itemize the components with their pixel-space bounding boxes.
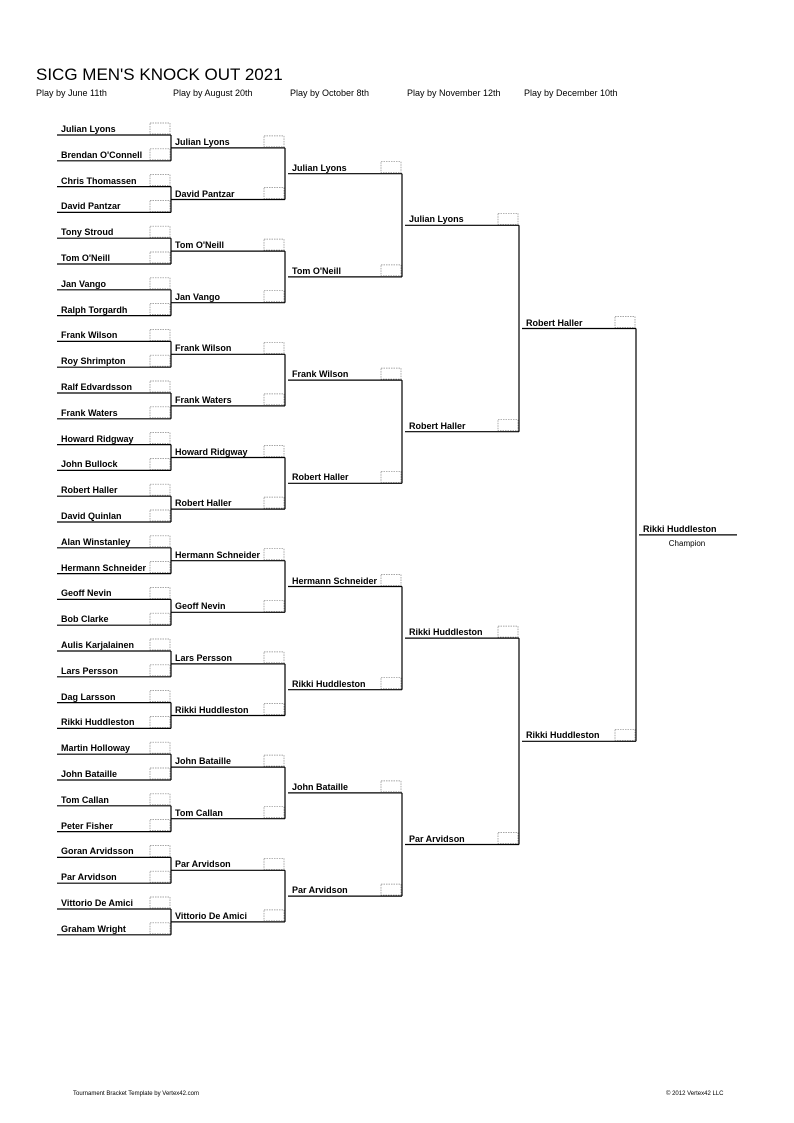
score-box[interactable]	[150, 123, 170, 134]
score-box[interactable]	[615, 729, 635, 740]
player-name: Goran Arvidsson	[61, 846, 134, 857]
score-box[interactable]	[150, 716, 170, 727]
score-box[interactable]	[264, 549, 284, 560]
score-box[interactable]	[264, 342, 284, 353]
score-box[interactable]	[264, 600, 284, 611]
player-name: Robert Haller	[61, 485, 118, 496]
round-heading-5: Play by December 10th	[524, 88, 618, 98]
player-name: Lars Persson	[61, 665, 119, 676]
player-name: Par Arvidson	[175, 859, 231, 870]
player-name: Martin Holloway	[61, 743, 131, 754]
round-heading-2: Play by August 20th	[173, 88, 253, 98]
player-name: Brendan O'Connell	[61, 149, 143, 160]
score-box[interactable]	[150, 149, 170, 160]
score-box[interactable]	[615, 317, 635, 328]
score-box[interactable]	[150, 742, 170, 753]
score-box[interactable]	[498, 420, 518, 431]
score-box[interactable]	[150, 407, 170, 418]
player-name: Vittorio De Amici	[175, 910, 248, 921]
page-title: SICG MEN'S KNOCK OUT 2021	[36, 65, 283, 84]
score-box[interactable]	[264, 291, 284, 302]
player-name: Aulis Karjalainen	[61, 640, 135, 650]
player-name: Graham Wright	[61, 923, 126, 934]
player-name: Par Arvidson	[292, 885, 348, 896]
round-heading-3: Play by October 8th	[290, 88, 370, 98]
player-name: Jan Vango	[175, 291, 221, 302]
score-box[interactable]	[150, 871, 170, 882]
score-box[interactable]	[150, 510, 170, 521]
player-name: Robert Haller	[175, 498, 232, 509]
player-name: Jan Vango	[61, 278, 107, 289]
player-name: Roy Shrimpton	[61, 356, 126, 367]
player-name: Julian Lyons	[409, 214, 464, 225]
player-name: Howard Ridgway	[61, 433, 134, 444]
player-name: Rikki Huddleston	[292, 678, 366, 689]
score-box[interactable]	[150, 458, 170, 469]
player-name: Julian Lyons	[61, 124, 116, 134]
player-name: Geoff Nevin	[61, 588, 112, 599]
score-box[interactable]	[150, 200, 170, 211]
score-box[interactable]	[381, 471, 401, 482]
player-name: Robert Haller	[409, 420, 466, 431]
score-box[interactable]	[381, 265, 401, 276]
score-box[interactable]	[264, 807, 284, 818]
score-box[interactable]	[150, 587, 170, 598]
score-box[interactable]	[150, 433, 170, 444]
score-box[interactable]	[264, 858, 284, 869]
player-name: Bob Clarke	[61, 614, 109, 625]
player-name: Chris Thomassen	[61, 175, 137, 186]
score-box[interactable]	[264, 497, 284, 508]
score-box[interactable]	[264, 394, 284, 405]
score-box[interactable]	[381, 162, 401, 173]
score-box[interactable]	[150, 381, 170, 392]
score-box[interactable]	[150, 252, 170, 263]
score-box[interactable]	[150, 794, 170, 805]
score-box[interactable]	[150, 278, 170, 289]
score-box[interactable]	[381, 678, 401, 689]
score-box[interactable]	[150, 304, 170, 315]
player-name: John Bataille	[175, 756, 232, 767]
score-box[interactable]	[498, 833, 518, 844]
score-box[interactable]	[150, 845, 170, 856]
score-box[interactable]	[150, 329, 170, 340]
player-name: Ralf Edvardsson	[61, 382, 133, 392]
score-box[interactable]	[150, 536, 170, 547]
player-name: Robert Haller	[292, 472, 349, 483]
score-box[interactable]	[150, 562, 170, 573]
player-name: Tom Callan	[175, 807, 223, 818]
player-name: Tom O'Neill	[61, 253, 110, 263]
score-box[interactable]	[264, 136, 284, 147]
score-box[interactable]	[498, 213, 518, 224]
player-name: Frank Wilson	[292, 369, 349, 380]
score-box[interactable]	[498, 626, 518, 637]
score-box[interactable]	[150, 613, 170, 624]
score-box[interactable]	[264, 652, 284, 663]
score-box[interactable]	[150, 639, 170, 650]
footer-left: Tournament Bracket Template by Vertex42.com	[73, 1091, 199, 1097]
score-box[interactable]	[264, 239, 284, 250]
player-name: Rikki Huddleston	[526, 730, 600, 741]
player-name: Tom O'Neill	[292, 265, 341, 276]
player-name: Hermann Schneider	[292, 575, 378, 586]
player-name: Howard Ridgway	[175, 446, 248, 457]
score-box[interactable]	[150, 923, 170, 934]
player-name: Hermann Schneider	[61, 562, 147, 573]
player-name: Alan Winstanley	[61, 536, 131, 547]
player-name: Rikki Huddleston	[61, 717, 135, 728]
player-name: Vittorio De Amici	[61, 898, 134, 908]
player-name: Rikki Huddleston	[409, 627, 483, 638]
score-box[interactable]	[150, 768, 170, 779]
score-box[interactable]	[264, 704, 284, 715]
player-name: Par Arvidson	[61, 872, 117, 883]
score-box[interactable]	[264, 910, 284, 921]
round-heading-1: Play by June 11th	[36, 88, 107, 98]
score-box[interactable]	[381, 884, 401, 895]
player-name: Hermann Schneider	[175, 549, 261, 560]
player-name: Frank Wilson	[175, 343, 232, 354]
score-box[interactable]	[150, 897, 170, 908]
player-name: Frank Waters	[175, 394, 232, 405]
score-box[interactable]	[381, 781, 401, 792]
footer-right: © 2012 Vertex42 LLC	[666, 1091, 724, 1097]
score-box[interactable]	[381, 368, 401, 379]
score-box[interactable]	[264, 188, 284, 199]
player-name: John Bataille	[61, 769, 118, 779]
player-name: Julian Lyons	[175, 136, 230, 147]
score-box[interactable]	[264, 755, 284, 766]
player-name: Par Arvidson	[409, 833, 465, 844]
score-box[interactable]	[150, 175, 170, 186]
score-box[interactable]	[381, 575, 401, 586]
player-name: Robert Haller	[526, 317, 583, 328]
player-name: Geoff Nevin	[175, 601, 226, 612]
score-box[interactable]	[150, 691, 170, 702]
champion-name: Rikki Huddleston	[643, 523, 717, 534]
score-box[interactable]	[150, 226, 170, 237]
player-name: Tony Stroud	[61, 227, 114, 238]
player-name: Peter Fisher	[61, 820, 114, 831]
score-box[interactable]	[150, 484, 170, 495]
player-name: John Bullock	[61, 459, 118, 470]
player-name: Tom O'Neill	[175, 240, 224, 251]
player-name: David Quinlan	[61, 511, 122, 521]
player-name: Frank Wilson	[61, 330, 118, 341]
score-box[interactable]	[150, 820, 170, 831]
player-name: Frank Waters	[61, 407, 118, 418]
player-name: David Pantzar	[175, 188, 235, 199]
score-box[interactable]	[150, 355, 170, 366]
player-name: Lars Persson	[175, 652, 233, 663]
player-name: John Bataille	[292, 781, 349, 792]
player-name: Tom Callan	[61, 794, 109, 805]
score-box[interactable]	[150, 665, 170, 676]
round-heading-4: Play by November 12th	[407, 88, 501, 98]
score-box[interactable]	[264, 446, 284, 457]
player-name: Julian Lyons	[292, 162, 347, 173]
player-name: Ralph Torgardh	[61, 304, 128, 315]
champion-label: Champion	[668, 538, 706, 548]
player-name: Dag Larsson	[61, 691, 116, 702]
player-name: Rikki Huddleston	[175, 704, 249, 715]
player-name: David Pantzar	[61, 201, 121, 212]
